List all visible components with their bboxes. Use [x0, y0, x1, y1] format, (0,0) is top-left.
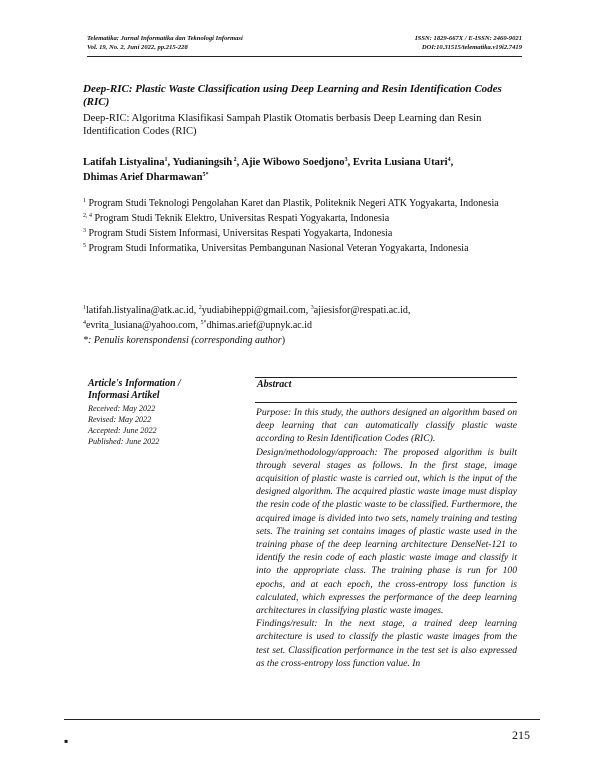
email-link[interactable]: yudiabiheppi@gmail.com,	[201, 305, 311, 316]
affiliation-item: $^{2, 4}$ Program Studi Teknik Elektro, Universitas Respati Yogyakarta, Indonesia	[83, 213, 390, 224]
author-affil-mark: 4	[447, 157, 451, 163]
email-link[interactable]: dhimas.arief@upnyk.ac.id	[206, 320, 313, 331]
abstract-findings: Findings/result: In the next stage, a trained deep learning architecture is used to classify the plastic waste images from the test set. Classification performance in the test set is also expressed as the cross-entropy loss function value. In	[256, 618, 517, 669]
running-header-right	[415, 34, 522, 52]
running-header-left	[87, 34, 243, 52]
paper-title-english: Deep-RIC: Plastic Waste Classification using Deep Learning and Resin Identification Codes (RIC)	[83, 83, 502, 108]
author-name: Ajie Wibowo Soedjono	[241, 157, 345, 168]
author-name: Yudianingsih	[172, 157, 233, 168]
article-info-heading: Article's Information / Informasi Artikel	[88, 378, 181, 401]
affiliation-item: $^5$ Program Studi Informatika, Universitas Pembangunan Nasional Veteran Yogyakarta, Indonesia	[83, 243, 469, 254]
abstract-purpose: Purpose: In this study, the authors designed an algorithm based on deep learning that can automatically classify plastic waste according to Resin Identification Codes (RIC).	[256, 407, 517, 445]
affiliation-item: $^3$ Program Studi Sistem Informasi, Universitas Respati Yogyakarta, Indonesia	[83, 228, 393, 239]
page-number: 215	[512, 728, 530, 742]
footer-bullet: ▪	[64, 734, 69, 748]
author-affil-mark: 1	[164, 157, 168, 163]
affiliation-list	[83, 196, 533, 256]
abstract-top-rule	[255, 377, 517, 378]
date-revised: Revised: May 2022	[88, 415, 152, 424]
email-block: $^1$latifah.listyalina@atk.ac.id, $^2$yudiabiheppi@gmail.com, $^3$ajiesisfor@respati.ac.id, $^4$evrita_lusiana@yahoo.com, $^{5*}$dhimas.arief@upnyk.ac.id *: Penulis korenspondensi (corresponding author)	[83, 303, 533, 348]
abstract-heading: Abstract	[257, 379, 292, 390]
article-info	[88, 378, 238, 447]
journal-issn: ISSN: 1829-667X / E-ISSN: 2460-9021	[415, 35, 522, 42]
abstract-design: Design/methodology/approach: The proposed algorithm is built through several stages as follows. In the first stage, image acquisition of plastic waste is carried out, which is the input of the designed algorithm. The acquired plastic waste image must display the resin code of the plastic waste to be classified. Furthermore, the acquired image is divided into two sets, namely training and testing sets. The training set contains images of plastic waste used in the training phase of the deep learning architecture DenseNet-121 to identify the resin code of each plastic waste image and classify it into the appropriate class. The training phase is run for 100 epochs, and at each epoch, the cross-entropy loss function is calculated, which expresses the performance of the deep learning architectures in classifying plastic waste images.	[256, 446, 517, 617]
abstract-heading-rule	[255, 402, 517, 403]
email-link[interactable]: ajiesisfor@respati.ac.id,	[313, 305, 411, 316]
date-accepted: Accepted: June 2022	[88, 426, 157, 435]
article-dates	[88, 403, 238, 447]
author-name: Latifah Listyalina	[83, 157, 165, 168]
author-affil-mark: 2	[232, 157, 237, 163]
paper-title-indonesian: Deep-RIC: Algoritma Klasifikasi Sampah Plastik Otomatis berbasis Deep Learning dan Resin Identification Codes (RIC)	[83, 113, 482, 137]
journal-volume: Vol. 19, No. 2, Juni 2022, pp.215-228	[87, 44, 188, 51]
author-list: Latifah Listyalina$^1$, Yudianingsih $^2$, Ajie Wibowo Soedjono$^3$, Evrita Lusiana Utari$^4$, Dhimas Arief Dharmawan$^{5*}$	[83, 157, 454, 183]
author-affil-mark: 5*	[202, 172, 209, 178]
affiliation-item: $^1$ Program Studi Teknologi Pengolahan Karet dan Plastik, Politeknik Negeri ATK Yogyakarta, Indonesia	[83, 198, 499, 209]
author-name: Dhimas Arief Dharmawan	[83, 172, 203, 183]
email-link[interactable]: evrita_lusiana@yahoo.com,	[86, 320, 201, 331]
email-link[interactable]: latifah.listyalina@atk.ac.id,	[86, 305, 199, 316]
footer-divider	[64, 719, 540, 720]
author-name: Evrita Lusiana Utari	[352, 157, 448, 168]
corresponding-note: *: Penulis korenspondensi (corresponding author)	[83, 335, 286, 346]
date-received: Received: May 2022	[88, 404, 156, 413]
abstract-body	[256, 406, 517, 716]
date-published: Published: June 2022	[88, 437, 160, 446]
journal-name: Telematika: Jurnal Informatika dan Teknologi Informasi	[87, 35, 243, 42]
author-affil-mark: 3	[344, 157, 348, 163]
header-divider	[87, 56, 522, 57]
journal-doi: DOI:10.31515/telematika.v19i2.7419	[421, 44, 522, 51]
